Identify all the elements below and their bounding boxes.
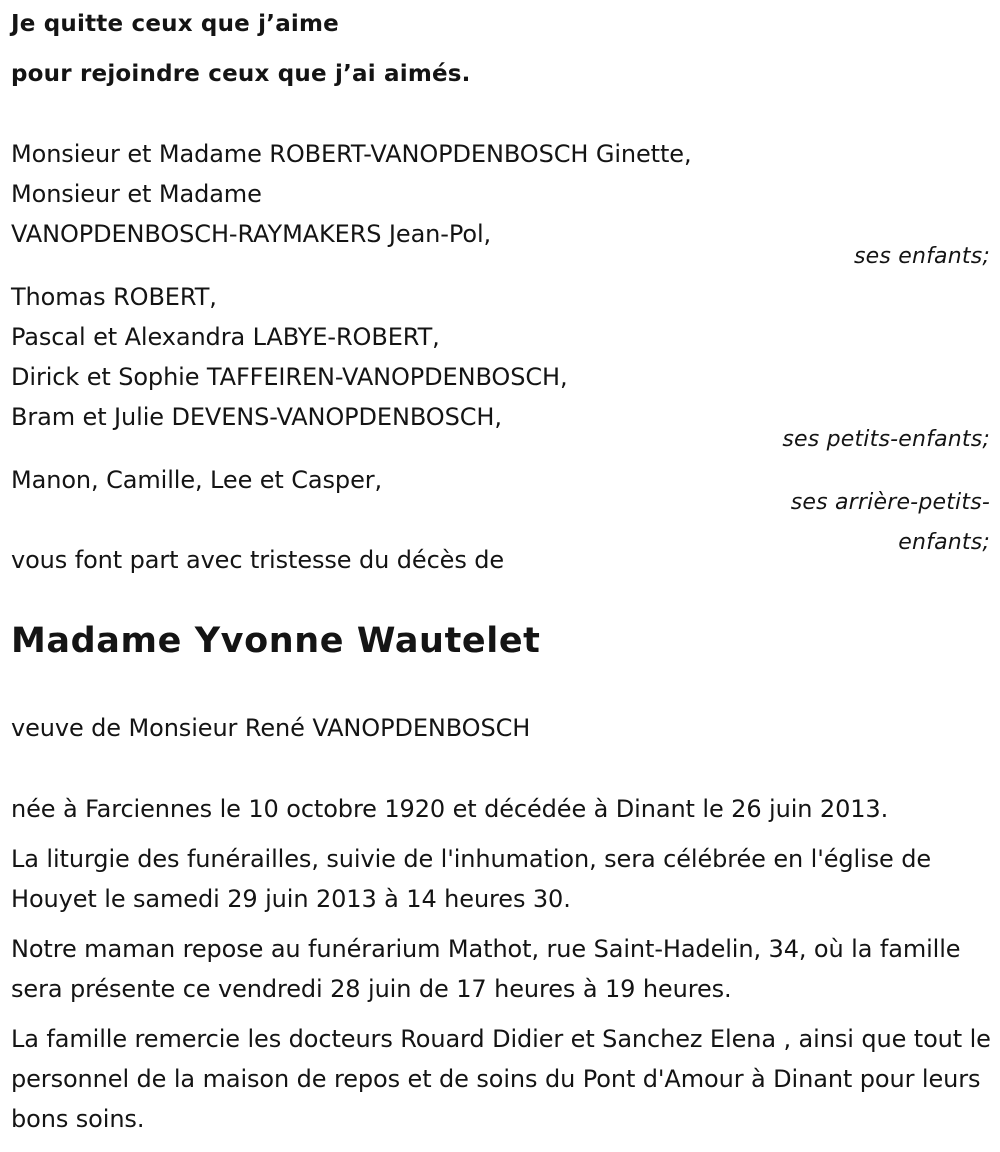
children-line: VANOPDENBOSCH-RAYMAKERS Jean-Pol, (11, 220, 492, 248)
birth-death-paragraph: née à Farciennes le 10 octobre 1920 et décédée à Dinant le 26 juin 2013. (11, 795, 889, 823)
grandchildren-line: Bram et Julie DEVENS-VANOPDENBOSCH, (11, 403, 502, 431)
deceased-name: Madame Yvonne Wautelet (11, 621, 541, 661)
great-grandchildren-role-line-1: ses arrière-petits- (790, 490, 990, 515)
funeral-paragraph: La liturgie des funérailles, suivie de l'inhumation, sera célébrée en l'église de Houyet le samedi 29 juin 2013 à 14 heures 30. (11, 845, 932, 913)
children-line: Monsieur et Madame ROBERT-VANOPDENBOSCH Ginette, (11, 140, 692, 168)
children-role: ses enfants; (853, 244, 990, 269)
children-line: Monsieur et Madame (11, 180, 262, 208)
grandchildren-line: Thomas ROBERT, (11, 283, 217, 311)
grandchildren-line: Pascal et Alexandra LABYE-ROBERT, (11, 323, 440, 351)
widow-of: veuve de Monsieur René VANOPDENBOSCH (11, 714, 531, 742)
thanks-paragraph: La famille remercie les docteurs Rouard Didier et Sanchez Elena , ainsi que tout le personnel de la maison de repos et de soins du Pont d'Amour à Dinant pour leurs bons soins. (11, 1025, 991, 1133)
great-grandchildren-line: Manon, Camille, Lee et Casper, (11, 466, 383, 494)
epigraph-line-2: pour rejoindre ceux que j’ai aimés. (11, 61, 471, 87)
announcement: vous font part avec tristesse du décès de (11, 546, 505, 574)
great-grandchildren-role-line-2: enfants; (898, 530, 990, 555)
epigraph-line-1: Je quitte ceux que j’aime (11, 11, 339, 37)
funerarium-paragraph: Notre maman repose au funérarium Mathot, rue Saint-Hadelin, 34, où la famille sera présente ce vendredi 28 juin de 17 heures à 19 heures. (11, 935, 961, 1003)
grandchildren-role: ses petits-enfants; (782, 427, 990, 452)
grandchildren-line: Dirick et Sophie TAFFEIREN-VANOPDENBOSCH, (11, 363, 568, 391)
